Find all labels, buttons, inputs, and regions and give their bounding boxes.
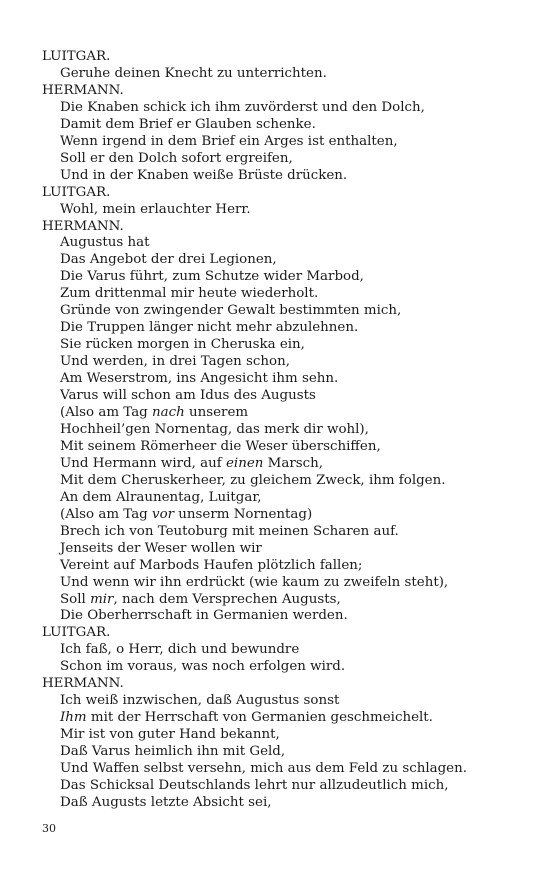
line-text: Die Truppen länger nicht mehr abzulehnen. xyxy=(60,320,359,336)
verse-line xyxy=(42,371,532,388)
line-text: An dem Alraunentag, Luitgar, xyxy=(60,489,262,505)
line-text: Varus will schon am Idus des Augusts xyxy=(60,388,316,404)
line-text: Das Schicksal Deutschlands lehrt nur allzudeutlich mich, xyxy=(60,777,449,793)
verse-line xyxy=(42,117,532,134)
line-text: Und Hermann wird, auf xyxy=(60,455,226,471)
line-text: Wenn irgend in dem Brief ein Arges ist enthalten, xyxy=(60,133,398,149)
verse-line xyxy=(42,642,532,659)
verse-line xyxy=(42,575,532,592)
line-text: Das Angebot der drei Legionen, xyxy=(60,252,277,268)
line-text: Brech ich von Teutoburg mit meinen Scharen auf. xyxy=(60,523,399,539)
verse-line xyxy=(42,541,532,558)
verse-line xyxy=(42,744,532,761)
line-text: Am Weserstrom, ins Angesicht ihm sehn. xyxy=(60,371,339,387)
verse-line xyxy=(42,727,532,744)
speaker-name xyxy=(42,625,532,642)
emphasis-text: einen xyxy=(225,455,264,471)
verse-line xyxy=(42,168,532,185)
verse-line xyxy=(42,252,532,269)
line-text: (Also am Tag xyxy=(60,405,153,421)
speaker-name xyxy=(42,185,532,202)
verse-line xyxy=(42,303,532,320)
emphasis-text: vor xyxy=(152,506,175,522)
line-text: mit der Herrschaft von Germanien geschmeichelt. xyxy=(86,710,433,726)
line-text: Ich weiß inzwischen, daß Augustus sonst xyxy=(60,693,340,709)
line-text: HERMANN. xyxy=(42,676,124,692)
emphasis-text: mir xyxy=(90,591,114,607)
speaker-name xyxy=(42,83,532,100)
verse-line xyxy=(42,608,532,625)
verse-line xyxy=(42,405,532,422)
verse-line xyxy=(42,286,532,303)
line-text: Damit dem Brief er Glauben schenke. xyxy=(60,116,316,132)
line-text: Zum drittenmal mir heute wiederholt. xyxy=(60,286,319,302)
speaker-name xyxy=(42,676,532,693)
verse-line xyxy=(42,354,532,371)
line-text: Mit seinem Römerheer die Weser überschiffen, xyxy=(60,438,381,454)
line-text: LUITGAR. xyxy=(42,184,111,200)
verse-line xyxy=(42,507,532,524)
line-text: Schon im voraus, was noch erfolgen wird. xyxy=(60,659,346,675)
line-text: Mit dem Cheruskerheer, zu gleichem Zweck, ihm folgen. xyxy=(60,472,446,488)
verse-line xyxy=(42,320,532,337)
verse-line xyxy=(42,710,532,727)
line-text: Und in der Knaben weiße Brüste drücken. xyxy=(60,167,348,183)
verse-line xyxy=(42,456,532,473)
line-text: unserm Nornentag) xyxy=(174,506,313,522)
verse-line xyxy=(42,202,532,219)
line-text: Soll er den Dolch sofort ergreifen, xyxy=(60,150,293,166)
line-text: Geruhe deinen Knecht zu unterrichten. xyxy=(60,65,327,81)
line-text: , nach dem Versprechen Augusts, xyxy=(113,591,341,607)
line-text: Die Varus führt, zum Schutze wider Marbod, xyxy=(60,269,364,285)
verse-line xyxy=(42,795,532,812)
line-text: Sie rücken morgen in Cheruska ein, xyxy=(60,337,305,353)
speaker-name xyxy=(42,219,532,236)
verse-line xyxy=(42,439,532,456)
line-text: Gründe von zwingender Gewalt bestimmten mich, xyxy=(60,303,402,319)
drama-text xyxy=(42,49,532,812)
verse-line xyxy=(42,66,532,83)
emphasis-text: nach xyxy=(152,405,185,421)
line-text: Die Knaben schick ich ihm zuvörderst und den Dolch, xyxy=(60,99,425,115)
verse-line xyxy=(42,337,532,354)
verse-line xyxy=(42,100,532,117)
verse-line xyxy=(42,151,532,168)
verse-line xyxy=(42,422,532,439)
verse-line xyxy=(42,524,532,541)
line-text: LUITGAR. xyxy=(42,625,111,641)
verse-line xyxy=(42,659,532,676)
line-text: Augustus hat xyxy=(60,235,150,251)
verse-line xyxy=(42,592,532,609)
verse-line xyxy=(42,761,532,778)
verse-line xyxy=(42,269,532,286)
line-text: LUITGAR. xyxy=(42,49,111,64)
verse-line xyxy=(42,473,532,490)
line-text: (Also am Tag xyxy=(60,506,153,522)
line-text: Jenseits der Weser wollen wir xyxy=(60,540,262,556)
line-text: Die Oberherrschaft in Germanien werden. xyxy=(60,608,348,624)
verse-line xyxy=(42,388,532,405)
line-text: Hochheil’gen Nornentag, das merk dir wohl), xyxy=(60,421,369,437)
verse-line xyxy=(42,558,532,575)
line-text: Vereint auf Marbods Haufen plötzlich fallen; xyxy=(60,557,363,573)
emphasis-text: Ihm xyxy=(60,710,87,726)
line-text: Soll xyxy=(60,591,91,607)
line-text: HERMANN. xyxy=(42,218,124,234)
verse-line xyxy=(42,490,532,507)
line-text: Und werden, in drei Tagen schon, xyxy=(60,354,290,370)
verse-line xyxy=(42,778,532,795)
verse-line xyxy=(42,235,532,252)
verse-line xyxy=(42,693,532,710)
line-text: Mir ist von guter Hand bekannt, xyxy=(60,727,280,743)
line-text: Ich faß, o Herr, dich und bewundre xyxy=(60,642,300,658)
speaker-name xyxy=(42,49,532,66)
line-text: Und Waffen selbst versehn, mich aus dem Feld zu schlagen. xyxy=(60,761,467,777)
verse-line xyxy=(42,134,532,151)
line-text: unserem xyxy=(184,405,249,421)
line-text: Und wenn wir ihn erdrückt (wie kaum zu zweifeln steht), xyxy=(60,574,449,590)
line-text: Daß Varus heimlich ihn mit Geld, xyxy=(60,744,286,760)
line-text: HERMANN. xyxy=(42,82,124,98)
line-text: Marsch, xyxy=(263,455,323,471)
line-text: Daß Augusts letzte Absicht sei, xyxy=(60,794,272,810)
line-text: Wohl, mein erlauchter Herr. xyxy=(60,201,251,217)
page-number: 30 xyxy=(42,822,56,835)
